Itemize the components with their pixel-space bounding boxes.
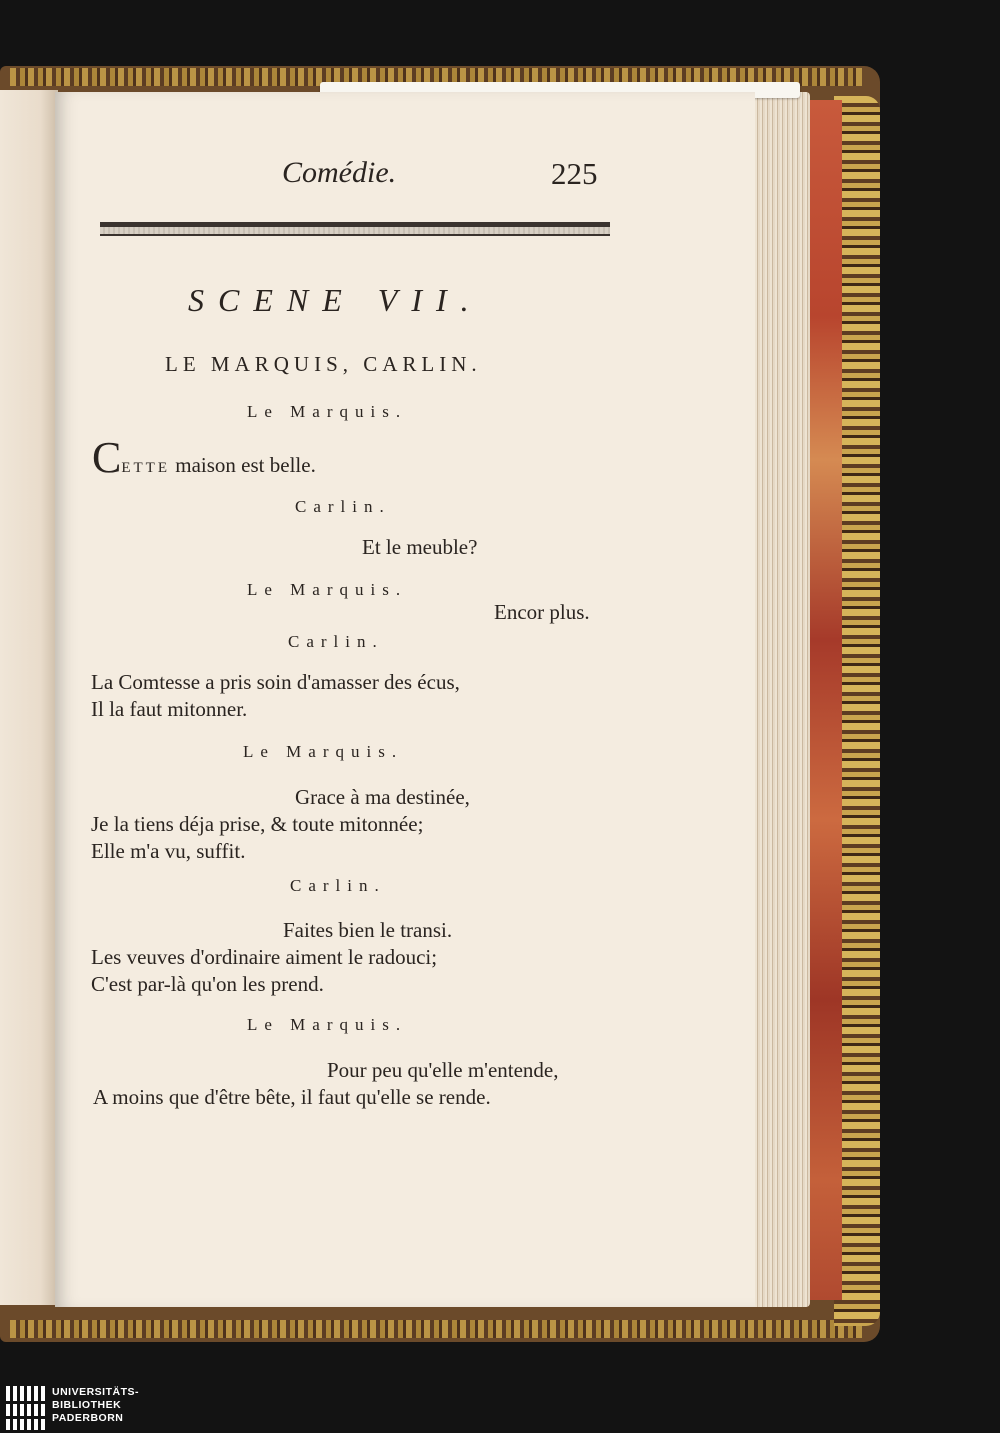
gilt-border-bottom (10, 1320, 862, 1338)
speaker-label: Le Marquis. (247, 402, 408, 421)
page-number: 225 (551, 156, 598, 191)
verse-line (92, 433, 316, 482)
scene-heading: SCENE VII. (188, 282, 483, 318)
verse-text: maison est belle. (170, 453, 316, 477)
header-rule (100, 222, 610, 236)
speaker-label: Carlin. (288, 632, 384, 651)
verse-line: Les veuves d'ordinaire aiment le radouci; (91, 945, 438, 969)
verse-line: Il la faut mitonner. (91, 697, 248, 721)
verse-line: A moins que d'être bête, il faut qu'elle se rende. (93, 1085, 491, 1109)
speaker-label: Carlin. (290, 876, 386, 895)
facing-page-edge (0, 90, 58, 1305)
speaker-label: Le Marquis. (247, 1015, 408, 1034)
library-name: UNIVERSITÄTS- BIBLIOTHEK PADERBORN (52, 1386, 140, 1424)
drop-cap: C (92, 433, 122, 482)
library-logo-icon (6, 1386, 46, 1430)
scene-cast: LE MARQUIS, CARLIN. (165, 352, 482, 376)
library-footer (0, 1383, 1000, 1433)
speaker-label: Carlin. (295, 497, 391, 516)
verse-line: La Comtesse a pris soin d'amasser des écus, (91, 670, 460, 694)
verse-line: Je la tiens déja prise, & toute mitonnée; (91, 812, 424, 836)
verse-line: Faites bien le transi. (283, 918, 453, 942)
verse-line: Encor plus. (494, 600, 590, 624)
speaker-label: Le Marquis. (243, 742, 404, 761)
verse-line: Elle m'a vu, suffit. (91, 839, 246, 863)
speaker-label: Le Marquis. (247, 580, 408, 599)
verse-line: Pour peu qu'elle m'entende, (327, 1058, 559, 1082)
running-header-title: Comédie. (282, 156, 397, 189)
verse-line: Et le meuble? (362, 535, 478, 559)
small-caps-word: ETTE (121, 460, 171, 476)
verse-line: C'est par-là qu'on les prend. (91, 972, 324, 996)
verse-line: Grace à ma destinée, (295, 785, 470, 809)
